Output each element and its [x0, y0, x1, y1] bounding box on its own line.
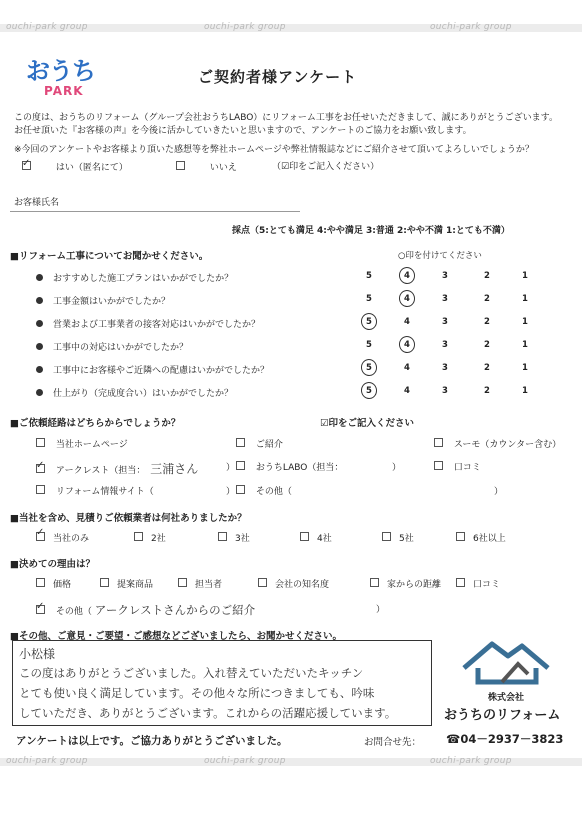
quote-count-checkbox[interactable]: ✓ [36, 532, 45, 541]
reason-label: 口コミ [473, 580, 501, 590]
section3-heading: ■当社を含め、見積りご依頼業者は何社ありましたか？ [10, 513, 247, 524]
route-labo-checkbox[interactable] [236, 461, 245, 470]
section1-note: ○印を付けてください [398, 251, 482, 261]
quote-count-checkbox[interactable] [300, 532, 309, 541]
quote-count-option[interactable] [300, 531, 332, 544]
reason-other[interactable] [36, 602, 255, 618]
reason-label: 担当者 [195, 580, 223, 590]
footer-thanks: アンケートは以上です。ご協力ありがとうございました。 [16, 735, 288, 747]
house-icon [458, 634, 554, 686]
route-homepage-checkbox[interactable] [36, 438, 45, 447]
reason-other-label: その他（ [55, 607, 92, 617]
route-labo-close: ） [392, 463, 402, 473]
route-homepage-label: 当社ホームページ [55, 440, 128, 450]
quote-count-checkbox[interactable] [456, 532, 465, 541]
route-suumo[interactable] [434, 437, 561, 450]
rating-question-row [36, 363, 269, 376]
quote-count-option[interactable] [134, 531, 166, 544]
quote-count-option[interactable] [456, 531, 506, 544]
route-acrest[interactable] [36, 460, 198, 477]
quote-count-checkbox[interactable] [218, 532, 227, 541]
reason-checkbox[interactable] [258, 578, 267, 587]
consent-yes-label: はい（匿名にて） [55, 163, 128, 173]
route-labo-label: おうちLABO（担当： [255, 463, 344, 473]
route-referral[interactable] [236, 437, 283, 450]
ouchi-park-logo [26, 58, 106, 108]
rating-question-row [36, 294, 170, 307]
intro-paragraph [14, 112, 574, 138]
rating-score-option[interactable]: 2 [484, 271, 490, 281]
reason-checkbox[interactable] [100, 578, 109, 587]
reason-other-checkbox[interactable]: ✓ [36, 601, 45, 612]
quote-count-label: 2社 [151, 534, 166, 544]
rating-score-option[interactable]: 5 [366, 340, 372, 350]
reason-option[interactable] [456, 577, 500, 590]
reason-other-handwritten: アークレストさんからのご紹介 [94, 603, 256, 617]
consent-no-checkbox[interactable] [176, 161, 185, 170]
selected-circle-mark [398, 289, 416, 308]
bullet-icon [36, 366, 43, 373]
rating-score-option[interactable]: 4 [404, 340, 410, 350]
scale-legend: 採点（5:とても満足 4:やや満足 3:普通 2:やや不満 1:とても不満） [232, 226, 510, 236]
route-referral-label: ご紹介 [255, 440, 283, 450]
comment-box[interactable] [12, 640, 432, 726]
rating-score-option[interactable]: 2 [484, 340, 490, 350]
rating-score-option[interactable]: 5 [366, 363, 372, 373]
rating-question-text: おすすめした施工プランはいかがでしたか？ [53, 274, 234, 284]
rating-score-option[interactable]: 4 [404, 386, 410, 396]
rating-question-text: 工事中の対応はいかがでしたか？ [53, 343, 189, 353]
route-other-checkbox[interactable] [236, 485, 245, 494]
route-acrest-close: ） [226, 463, 236, 473]
rating-question-row [36, 271, 233, 284]
rating-score-option[interactable]: 2 [484, 317, 490, 327]
rating-score-option[interactable]: 5 [366, 317, 372, 327]
contact-phone: ☎04－2937－3823 [446, 732, 564, 746]
logo-main-text: おうち [26, 57, 95, 85]
watermark-text: ouchi-park group [430, 756, 512, 766]
rating-score-option[interactable]: 4 [404, 363, 410, 373]
rating-question-text: 工事金額はいかがでしたか？ [53, 297, 171, 307]
rating-question-row [36, 386, 233, 399]
reason-option[interactable] [258, 577, 329, 590]
intro-line: お任せ頂いた『お客様の声』を今後に活かしていきたいと思いますので、アンケートのご協力をお願い致します。 [14, 126, 472, 136]
rating-score-option[interactable]: 1 [522, 271, 528, 281]
rating-question-text: 仕上がり（完成度合い）はいかがでしたか？ [53, 389, 234, 399]
selected-circle-mark [398, 335, 416, 354]
rating-score-option[interactable]: 1 [522, 386, 528, 396]
route-other-close: ） [494, 487, 504, 497]
consent-question: ※今回のアンケートやお客様より頂いた感想等を弊社ホームページや弊社情報誌などにご紹介させて頂いてよろしいでしょうか？ [14, 145, 534, 155]
rating-score-option[interactable]: 4 [404, 294, 410, 304]
reason-checkbox[interactable] [370, 578, 379, 587]
route-other-label: その他（ [255, 487, 292, 497]
route-referral-checkbox[interactable] [236, 438, 245, 447]
rating-question-row [36, 340, 188, 353]
consent-note: （☑印をご記入ください） [272, 162, 380, 172]
watermark-text: ouchi-park group [6, 22, 88, 32]
selected-circle-mark [398, 266, 416, 285]
quote-count-label: 3社 [235, 534, 250, 544]
quote-count-label: 4社 [317, 534, 332, 544]
route-acrest-handwritten: 三浦さん [150, 462, 199, 476]
route-review-checkbox[interactable] [434, 461, 443, 470]
rating-score-option[interactable]: 1 [522, 363, 528, 373]
comment-line: この度はありがとうございました。入れ替えていただいたキッチン [19, 666, 364, 680]
rating-score-option[interactable]: 4 [404, 271, 410, 281]
route-reform-site-close: ） [226, 487, 236, 497]
route-suumo-checkbox[interactable] [434, 438, 443, 447]
rating-score-option[interactable]: 2 [484, 363, 490, 373]
comment-line: 小松様 [19, 647, 56, 661]
route-reform-site-checkbox[interactable] [36, 485, 45, 494]
watermark-text: ouchi-park group [204, 22, 286, 32]
bullet-icon [36, 320, 43, 327]
company-logo [444, 634, 574, 734]
reason-option[interactable] [36, 577, 71, 590]
consent-no-option[interactable] [176, 161, 237, 175]
rating-score-option[interactable]: 3 [442, 363, 448, 373]
consent-yes-checkbox[interactable]: ✓ [22, 158, 31, 169]
bullet-icon [36, 389, 43, 396]
rating-question-text: 営業および工事業者の接客対応はいかがでしたか？ [53, 320, 261, 330]
intro-line: この度は、おうちのリフォーム（グループ会社おうちLABO）にリフォーム工事をお任せいただきまして、誠にありがとうございます。 [14, 113, 558, 123]
watermark-text: ouchi-park group [6, 756, 88, 766]
rating-score-option[interactable]: 3 [442, 271, 448, 281]
comment-line: とても使い良く満足しています。その他々な所につきましても、吟味 [19, 686, 375, 700]
rating-score-option[interactable]: 4 [404, 317, 410, 327]
rating-score-option[interactable]: 2 [484, 386, 490, 396]
rating-score-option[interactable]: 2 [484, 294, 490, 304]
section2-heading: ■ご依頼経路はどちらからでしょうか？ [10, 418, 181, 429]
quote-count-checkbox[interactable] [382, 532, 391, 541]
selected-circle-mark [360, 358, 378, 377]
rating-score-option[interactable]: 3 [442, 386, 448, 396]
comment-line: していただき、ありがとうございます。これからの活躍応援しています。 [19, 706, 397, 720]
selected-circle-mark [360, 312, 378, 331]
reason-label: 家からの距離 [387, 580, 442, 590]
quote-count-option[interactable] [36, 527, 90, 544]
reason-other-close: ） [376, 605, 386, 615]
watermark-text: ouchi-park group [430, 22, 512, 32]
bullet-icon [36, 343, 43, 350]
route-review-label: 口コミ [453, 463, 481, 473]
rating-score-option[interactable]: 5 [366, 271, 372, 281]
rating-score-option[interactable]: 1 [522, 340, 528, 350]
rating-score-option[interactable]: 5 [366, 386, 372, 396]
route-homepage[interactable] [36, 437, 128, 450]
reason-option[interactable] [100, 577, 153, 590]
rating-score-option[interactable]: 3 [442, 294, 448, 304]
quote-count-label: 6社以上 [473, 534, 506, 544]
company-prefix: 株式会社 [488, 693, 525, 703]
route-acrest-checkbox[interactable]: ✓ [36, 460, 45, 471]
customer-name-label: お客様氏名 [14, 198, 60, 208]
rating-question-text: 工事中にお客様やご近隣への配慮はいかがでしたか？ [53, 366, 270, 376]
reason-checkbox[interactable] [36, 578, 45, 587]
reason-label: 会社の知名度 [275, 580, 330, 590]
company-name: おうちのリフォーム [444, 708, 561, 723]
page-title: ご契約者様アンケート [198, 68, 358, 86]
customer-name-underline [10, 211, 300, 212]
rating-question-row [36, 317, 260, 330]
quote-count-label: 5社 [399, 534, 414, 544]
quote-count-label: 当社のみ [53, 534, 90, 544]
reason-checkbox[interactable] [178, 578, 187, 587]
rating-score-option[interactable]: 1 [522, 294, 528, 304]
section2-note: ☑印をご記入ください [320, 418, 415, 429]
contact-label: お問合せ先： [364, 737, 422, 748]
section4-heading: ■決めての理由は？ [10, 559, 95, 570]
consent-yes-option[interactable] [22, 158, 128, 175]
quote-count-checkbox[interactable] [134, 532, 143, 541]
route-labo[interactable] [236, 460, 343, 473]
bullet-icon [36, 297, 43, 304]
rating-score-option[interactable]: 5 [366, 294, 372, 304]
section1-heading: ■リフォーム工事についてお聞かせください。 [10, 251, 209, 262]
selected-circle-mark [360, 381, 378, 400]
route-reform-site[interactable] [36, 484, 154, 497]
route-review[interactable] [434, 460, 481, 473]
route-reform-site-label: リフォーム情報サイト（ [55, 487, 154, 497]
watermark-text: ouchi-park group [204, 756, 286, 766]
reason-label: 提案商品 [117, 580, 154, 590]
route-suumo-label: スーモ（カウンター含む） [453, 440, 562, 450]
route-other[interactable] [236, 484, 292, 497]
bullet-icon [36, 274, 43, 281]
section5-heading: ■その他、ご意見・ご要望・ご感想などございましたら、お聞かせください。 [10, 631, 342, 642]
quote-count-option[interactable] [382, 531, 414, 544]
reason-option[interactable] [370, 577, 441, 590]
consent-no-label: いいえ [209, 163, 237, 173]
route-acrest-label: アークレスト（担当： [55, 466, 146, 476]
logo-sub-text: PARK [44, 84, 84, 98]
rating-score-option[interactable]: 3 [442, 340, 448, 350]
rating-score-option[interactable]: 3 [442, 317, 448, 327]
rating-score-option[interactable]: 1 [522, 317, 528, 327]
reason-option[interactable] [178, 577, 222, 590]
reason-label: 価格 [53, 580, 72, 590]
reason-checkbox[interactable] [456, 578, 465, 587]
quote-count-option[interactable] [218, 531, 250, 544]
